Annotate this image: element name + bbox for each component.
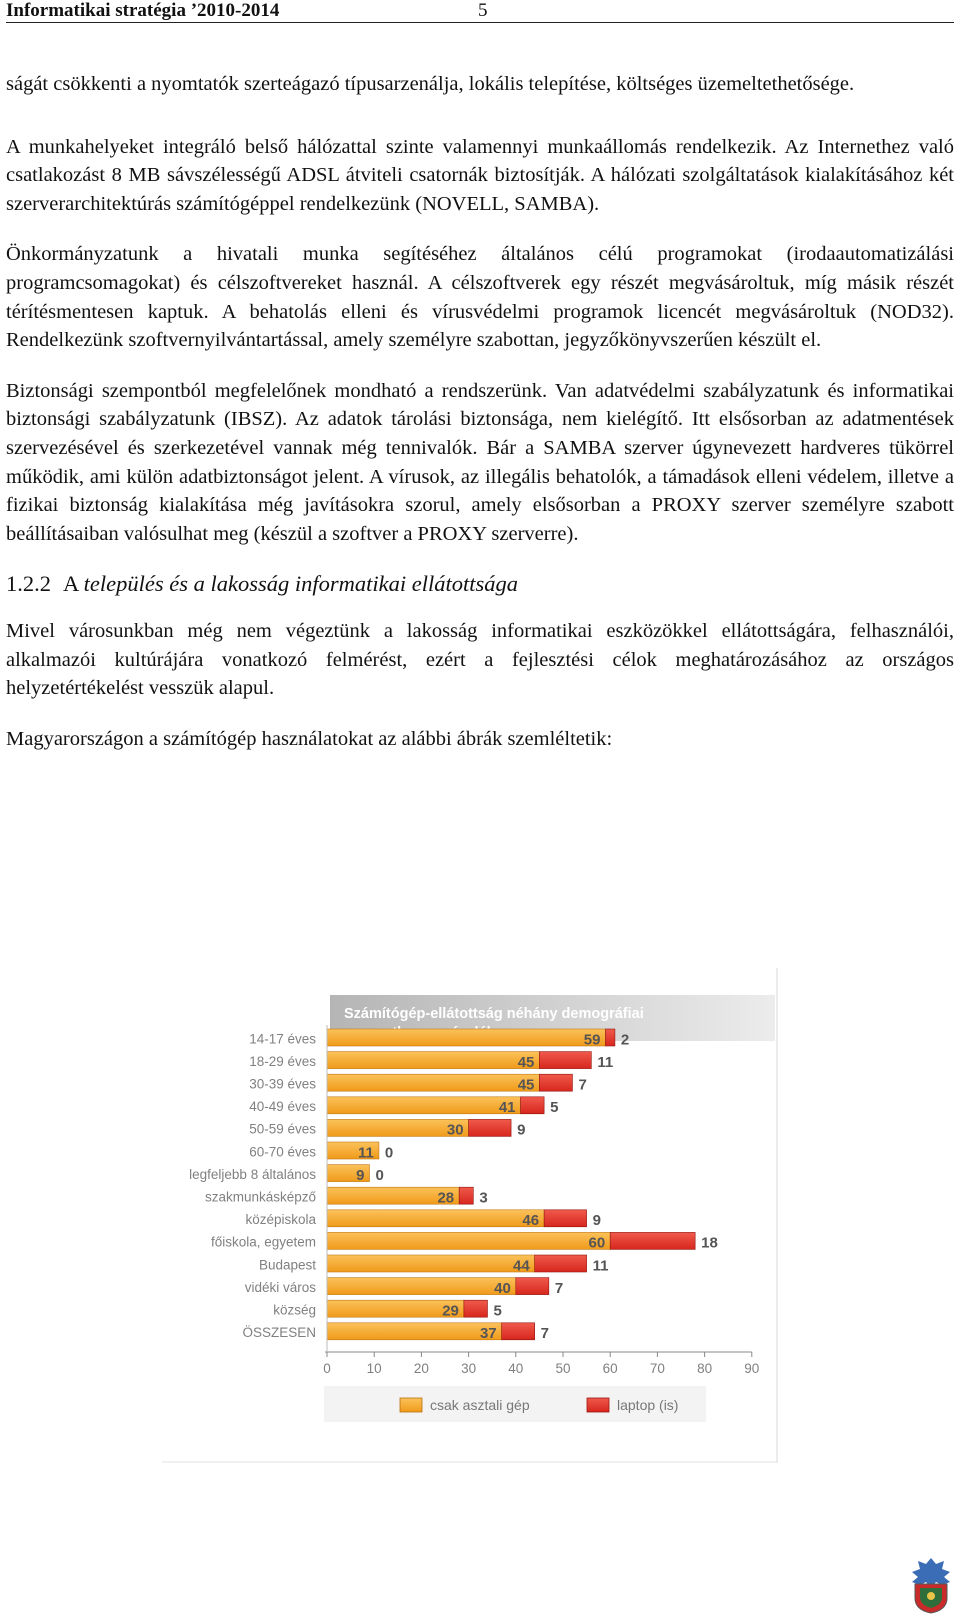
bar-laptop (521, 1097, 545, 1114)
bar-value-laptop: 11 (597, 1053, 614, 1071)
bar-value-laptop: 7 (540, 1325, 550, 1343)
bar-desktop (327, 1255, 535, 1275)
bar-value-desktop: 40 (494, 1279, 511, 1297)
bar-value-laptop: 18 (701, 1234, 718, 1252)
document-title: Informatikai stratégia ’2010-2014 (6, 0, 280, 21)
paragraph: Biztonsági szempontból megfelelőnek mondható a rendszerünk. Van adatvédelmi szabályzatunk és informatikai biztonsági szabályzatunk (IBSZ). Az adatok tárolási biztonsága, nem kielégítő. Itt elsősorban az adatmentések szervezésével és szerkezetével vannak még tennivalók. Bár a SAMBA szerver úgynevezett hardveres tükörrel működik, ami külön adatbiztonságot jelent. A vírusok, az illegális behatolók, a támadások elleni védelem, illetve a fizikai biztonság kialakítása még javításokra szorul, amely elsősorban a PROXY szerver személyre szabott beállításaiban valósulhat meg (készül a szoftver a PROXY szerverre). (6, 379, 954, 545)
bar-value-desktop: 45 (517, 1053, 535, 1071)
bar-laptop (535, 1255, 587, 1272)
bar-laptop (464, 1300, 488, 1317)
x-tick-label: 30 (461, 1361, 477, 1376)
legend-label-desktop: csak asztali gép (430, 1397, 530, 1413)
paragraph: Mivel városunkban még nem végeztünk a lakosság informatikai eszközökkel ellátottságára, felhasználói, alkalmazói kultúrájára vonatkozó felmérést, ezért a fejlesztési célok meghatározásához az országos helyzetértékelést vesszük alapul. (6, 619, 954, 700)
paragraph: ságát csökkenti a nyomtatók szerteágazó típusarzenálja, lokális telepítése, költséges üzemeltethetősége. (6, 73, 855, 95)
paragraph: Önkormányzatunk a hivatali munka segítéséhez általános célú programokat (irodaautomatizálási programcsomagokat) és célszoftvereket használ. A célszoftverek egy részét megvásároltuk, míg másik részét térítésmentesen kaptuk. A behatolás elleni és vírusvédelmi programok licencét megvásároltuk (NOD32). Rendelkezünk szoftvernyilvántartással, amely személyre szabottan, jegyzőkönyvszerűen készült el. (6, 243, 954, 352)
bar-value-desktop: 11 (358, 1144, 374, 1162)
bar-chart (162, 968, 807, 1473)
bar-value-laptop: 0 (384, 1144, 394, 1162)
section-title-lead: A (63, 571, 84, 597)
bar-laptop (539, 1052, 591, 1069)
category-label: vidéki város (244, 1279, 316, 1295)
category-label: 30-39 éves (249, 1076, 316, 1092)
bar-value-laptop: 11 (592, 1257, 609, 1275)
x-tick-label: 0 (323, 1361, 331, 1376)
bar-value-desktop: 9 (356, 1166, 365, 1184)
bar-value-desktop: 41 (498, 1099, 516, 1117)
bar-value-laptop: 3 (479, 1189, 488, 1207)
category-label: község (273, 1302, 316, 1318)
bar-desktop (327, 1232, 610, 1249)
body-text (6, 70, 954, 775)
legend-swatch-laptop (587, 1398, 609, 1412)
category-label: 60-70 éves (249, 1144, 316, 1160)
bar-laptop (469, 1119, 511, 1136)
x-tick-label: 40 (508, 1361, 524, 1376)
bar-value-laptop: 9 (517, 1121, 526, 1139)
category-label: legfeljebb 8 általános (189, 1166, 316, 1182)
bar-desktop (327, 1029, 605, 1049)
category-label: szakmunkásképző (204, 1189, 316, 1205)
chart-figure (162, 968, 807, 1473)
category-label: 14-17 éves (249, 1031, 316, 1047)
bar-desktop (327, 1323, 502, 1343)
x-tick-label: 50 (555, 1361, 571, 1376)
bar-desktop (327, 1278, 516, 1295)
bar-value-desktop: 28 (437, 1189, 455, 1207)
bar-value-desktop: 44 (512, 1257, 530, 1275)
bar-value-laptop: 0 (375, 1166, 384, 1184)
paragraph: Magyarországon a számítógép használatokat az alábbi ábrák szemléltetik: (6, 727, 613, 750)
bar-value-desktop: 46 (522, 1212, 540, 1230)
legend-swatch-desktop (400, 1398, 422, 1412)
bar-value-laptop: 7 (578, 1076, 587, 1094)
category-label: Budapest (258, 1257, 316, 1273)
category-label: 50-59 éves (249, 1121, 316, 1137)
category-label: 18-29 éves (249, 1053, 316, 1069)
x-tick-label: 20 (413, 1361, 429, 1376)
x-tick-label: 90 (744, 1361, 760, 1376)
bar-value-desktop: 29 (442, 1302, 459, 1320)
x-tick-label: 10 (366, 1361, 382, 1376)
bar-value-desktop: 45 (517, 1076, 535, 1094)
paragraph: A munkahelyeket integráló belső hálózattal szinte valamennyi munkaállomás rendelkezik. Az Internethez való csatlakozást 8 MB sávszélességű ADSL átviteli csatornák biztosítják. A hálózati szolgáltatások kialakításához két szerverarchitektúrás számítógéppel rendelkezünk (NOVELL, SAMBA). (6, 135, 954, 215)
bar-laptop (502, 1323, 535, 1340)
section-title: település és a lakosság informatikai ellátottsága (83, 571, 518, 597)
x-tick-label: 80 (697, 1361, 713, 1376)
bar-value-desktop: 60 (588, 1234, 606, 1252)
bar-value-desktop: 37 (479, 1325, 497, 1343)
bar-value-laptop: 7 (554, 1279, 564, 1297)
bar-laptop (605, 1029, 614, 1046)
bar-value-laptop: 2 (620, 1031, 630, 1049)
bar-desktop (327, 1210, 544, 1230)
bar-value-desktop: 30 (446, 1121, 464, 1139)
bar-laptop (459, 1187, 473, 1204)
section-heading (6, 570, 954, 599)
bar-value-laptop: 9 (592, 1212, 601, 1230)
coat-of-arms-icon (906, 1554, 956, 1614)
bar-desktop (327, 1074, 539, 1091)
x-tick-label: 70 (649, 1361, 665, 1376)
category-label: középiskola (245, 1212, 316, 1228)
bar-value-desktop: 59 (583, 1031, 601, 1049)
section-number: 1.2.2 (6, 571, 51, 597)
category-label: 40-49 éves (249, 1099, 316, 1115)
category-label: ÖSSZESEN (242, 1325, 316, 1341)
bar-laptop (610, 1232, 695, 1249)
bar-desktop (327, 1052, 539, 1069)
bar-laptop (516, 1278, 549, 1295)
legend-label-laptop: laptop (is) (617, 1397, 679, 1413)
bar-laptop (539, 1074, 572, 1091)
chart-title-line-1: Számítógép-ellátottság néhány demográfiai (344, 1006, 644, 1022)
page-header (6, 0, 954, 23)
category-label: főiskola, egyetem (210, 1234, 316, 1250)
bar-desktop (327, 1097, 521, 1117)
bar-value-laptop: 5 (493, 1302, 502, 1320)
bar-value-laptop: 5 (550, 1099, 559, 1117)
page-number: 5 (478, 0, 488, 21)
bar-laptop (544, 1210, 586, 1227)
x-tick-label: 60 (602, 1361, 618, 1376)
